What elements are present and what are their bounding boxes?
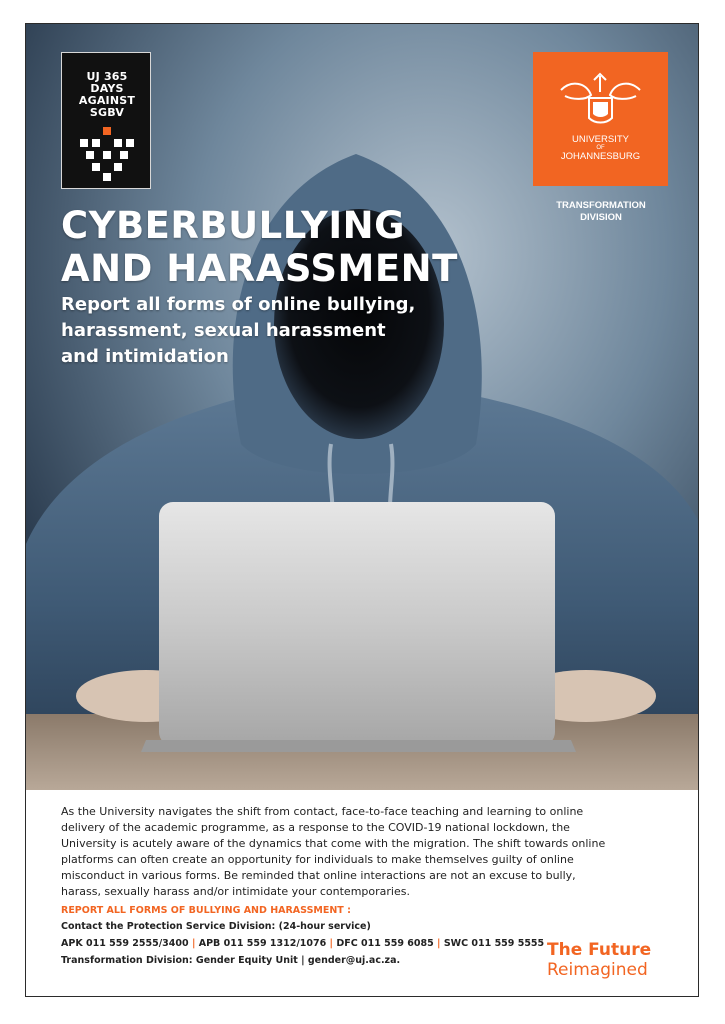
badge-line-4: SGBV bbox=[89, 106, 125, 119]
report-heading: REPORT ALL FORMS OF BULLYING AND HARASSMENT : bbox=[61, 905, 351, 916]
body-line: University is acutely aware of the dynamics that come with the migration. The shift towards online bbox=[61, 837, 606, 850]
phone-apb: APB 011 559 1312/1076 bbox=[198, 938, 327, 949]
transformation-division-label bbox=[541, 200, 661, 224]
badge-line-3: AGAINST bbox=[78, 94, 136, 107]
headline-line-2: AND HARASSMENT bbox=[61, 247, 458, 290]
logo-line-university: UNIVERSITY bbox=[571, 134, 629, 145]
body-line: harass, sexually harass and/or intimidate your contemporaries. bbox=[61, 885, 410, 898]
university-name bbox=[533, 134, 668, 162]
phone-apk: APK 011 559 2555/3400 bbox=[61, 938, 189, 949]
tagline-line-2: Reimagined bbox=[547, 960, 648, 980]
subhead-line-2: harassment, sexual harassment bbox=[61, 320, 386, 341]
phone-swc: SWC 011 559 5555 bbox=[443, 938, 545, 949]
separator: | bbox=[191, 938, 196, 949]
phone-dfc: DFC 011 559 6085 bbox=[336, 938, 434, 949]
crest-icon bbox=[551, 70, 650, 130]
badge-line-2: DAYS bbox=[90, 82, 124, 95]
university-of-johannesburg-logo bbox=[533, 52, 668, 186]
chevron-pattern-icon bbox=[80, 127, 134, 181]
division-line-2: DIVISION bbox=[580, 212, 622, 223]
body-line: As the University navigates the shift from contact, face-to-face teaching and learning to online bbox=[61, 805, 584, 818]
subhead-line-3: and intimidation bbox=[61, 346, 229, 367]
tagline-line-1: The Future bbox=[547, 940, 652, 960]
contact-line: Contact the Protection Service Division: (24-hour service) bbox=[61, 921, 371, 932]
body-line: platforms can often create an opportunity for individuals to make themselves guilty of online bbox=[61, 853, 574, 866]
page-title bbox=[61, 204, 531, 290]
body-line: misconduct in various forms. Be reminded that online interactions are not an excuse to bully, bbox=[61, 869, 576, 882]
badge-text bbox=[62, 71, 152, 119]
headline-line-1: CYBERBULLYING bbox=[61, 204, 405, 247]
logo-line-johannesburg: JOHANNESBURG bbox=[560, 151, 641, 162]
uj-365-days-badge bbox=[61, 52, 151, 189]
separator: | bbox=[437, 938, 441, 949]
badge-line-1: UJ 365 bbox=[86, 70, 128, 83]
logo-line-of: OF bbox=[596, 145, 605, 151]
division-line-1: TRANSFORMATION bbox=[556, 200, 646, 211]
subtitle bbox=[61, 292, 461, 370]
tagline bbox=[547, 940, 687, 980]
gender-equity-unit-contact: Transformation Division: Gender Equity Unit | gender@uj.ac.za. bbox=[61, 955, 401, 966]
body-line: delivery of the academic programme, as a response to the COVID-19 national lockdown, the bbox=[61, 821, 570, 834]
separator: | bbox=[329, 938, 334, 949]
body-paragraph bbox=[61, 804, 641, 900]
poster bbox=[25, 23, 699, 997]
subhead-line-1: Report all forms of online bullying, bbox=[61, 294, 416, 315]
campus-phone-numbers bbox=[61, 937, 621, 950]
